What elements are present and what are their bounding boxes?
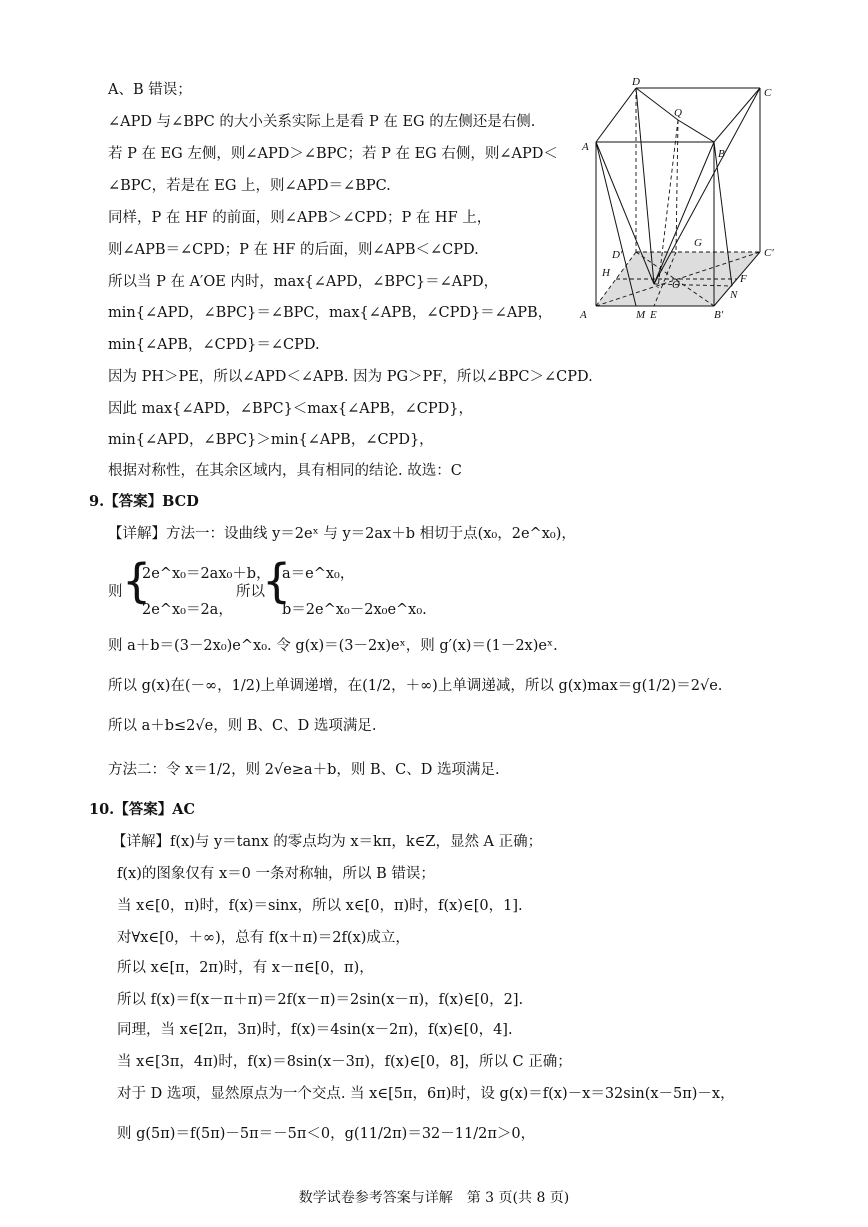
text-line: ∠BPC，若是在 EG 上，则∠APD＝∠BPC. — [108, 178, 391, 194]
equation: 2e^x₀＝2ax₀＋b， — [142, 566, 271, 582]
text-line: min{∠APB，∠CPD}＝∠CPD. — [108, 337, 320, 353]
vertex-label: D′ — [612, 249, 623, 261]
text-line: f(x)的图象仅有 x＝0 一条对称轴，所以 B 错误； — [117, 866, 435, 882]
page-footer: 数学试卷参考答案与详解 第 3 页(共 8 页) — [298, 1190, 570, 1206]
text-line: 则 g(5π)＝f(5π)－5π＝－5π＜0，g(11/2π)＝32－11/2π＞0， — [117, 1126, 536, 1142]
left-brace-icon: { — [262, 554, 292, 608]
vertex-label: G — [694, 237, 702, 249]
vertex-label: B′ — [714, 309, 724, 321]
text-line: 当 x∈[0，π)时，f(x)＝sinx，所以 x∈[0，π)时，f(x)∈[0，1]. — [117, 898, 523, 914]
text-line: 因为 PH＞PE，所以∠APD＜∠APB. 因为 PG＞PF，所以∠BPC＞∠CPD. — [108, 369, 593, 385]
text-line: 则∠APB＝∠CPD；P 在 HF 的后面，则∠APB＜∠CPD. — [108, 242, 479, 258]
system-mid: 所以 — [236, 584, 265, 600]
text-line: 对∀x∈[0，＋∞)，总有 f(x＋π)＝2f(x)成立， — [117, 930, 410, 946]
text-line: 所以 a＋b≤2√e，则 B、C、D 选项满足. — [108, 718, 377, 734]
text-line: 所以 f(x)＝f(x－π＋π)＝2f(x－π)＝2sin(x－π)，f(x)∈[0，2]. — [117, 992, 524, 1008]
text-line: 则 a＋b＝(3－2x₀)e^x₀. 令 g(x)＝(3－2x)eˣ，则 g′(x)＝(1－2x)eˣ. — [108, 638, 558, 654]
text-line: 所以 g(x)在(－∞，1/2)上单调递增，在(1/2，＋∞)上单调递减，所以 g(x)max＝g(1/2)＝2√e. — [108, 678, 723, 694]
text-line: min{∠APD，∠BPC}＞min{∠APB，∠CPD}， — [108, 432, 434, 448]
vertex-label: M — [636, 309, 646, 321]
text-line: min{∠APD，∠BPC}＝∠BPC，max{∠APB，∠CPD}＝∠APB， — [108, 305, 553, 321]
text-line: 同样，P 在 HF 的前面，则∠APB＞∠CPD；P 在 HF 上， — [108, 210, 492, 226]
equation: 2e^x₀＝2a， — [142, 602, 233, 618]
vertex-label: A — [580, 309, 587, 321]
text-line: 【详解】f(x)与 y＝tanx 的零点均为 x＝kπ，k∈Z，显然 A 正确； — [112, 834, 543, 850]
system-prefix: 则 — [108, 584, 123, 600]
text-line: 若 P 在 EG 左侧，则∠APD＞∠BPC；若 P 在 EG 右侧，则∠APD＜ — [108, 146, 558, 162]
vertex-label: Q — [674, 107, 682, 119]
equation: a＝e^x₀， — [282, 566, 355, 582]
vertex-label: H — [602, 267, 610, 279]
vertex-label: O — [672, 279, 680, 291]
text-line: 因此 max{∠APD，∠BPC}＜max{∠APB，∠CPD}， — [108, 401, 473, 417]
vertex-label: C′ — [764, 247, 774, 259]
text-line: ∠APD 与∠BPC 的大小关系实际上是看 P 在 EG 的左侧还是右侧. — [108, 114, 536, 130]
text-line: 同理，当 x∈[2π，3π)时，f(x)＝4sin(x－2π)，f(x)∈[0，4]. — [117, 1022, 513, 1038]
text-line: A、B 错误； — [108, 82, 192, 98]
vertex-label: N — [730, 289, 738, 301]
vertex-label: B — [718, 148, 725, 160]
text-line: 根据对称性，在其余区域内，具有相同的结论. 故选：C — [108, 463, 462, 479]
equation: b＝2e^x₀－2x₀e^x₀. — [282, 602, 427, 618]
answer-heading-10: 10.【答案】AC — [89, 801, 196, 818]
left-brace-icon: { — [122, 554, 152, 608]
answer-heading-9: 9.【答案】BCD — [89, 493, 199, 510]
text-line: 所以 x∈[π，2π)时，有 x－π∈[0，π)， — [117, 960, 374, 976]
vertex-label: F — [740, 273, 747, 285]
text-line: 方法二：令 x＝1/2，则 2√e≥a＋b，则 B、C、D 选项满足. — [108, 762, 500, 778]
vertex-label: A — [582, 141, 589, 153]
vertex-label: D — [632, 78, 640, 88]
text-line: 对于 D 选项，显然原点为一个交点. 当 x∈[5π，6π)时，设 g(x)＝f(x)－x＝32sin(x－5π)－x， — [117, 1086, 735, 1102]
vertex-label: C — [764, 87, 772, 99]
cube-figure — [578, 78, 790, 328]
text-line: 所以当 P 在 A′OE 内时，max{∠APD，∠BPC}＝∠APD， — [108, 274, 499, 290]
vertex-label: E — [650, 309, 657, 321]
text-line: 当 x∈[3π，4π)时，f(x)＝8sin(x－3π)，f(x)∈[0，8]，所以 C 正确； — [117, 1054, 572, 1070]
text-line: 【详解】方法一：设曲线 y＝2eˣ 与 y＝2ax＋b 相切于点(x₀，2e^x₀)， — [108, 526, 576, 542]
